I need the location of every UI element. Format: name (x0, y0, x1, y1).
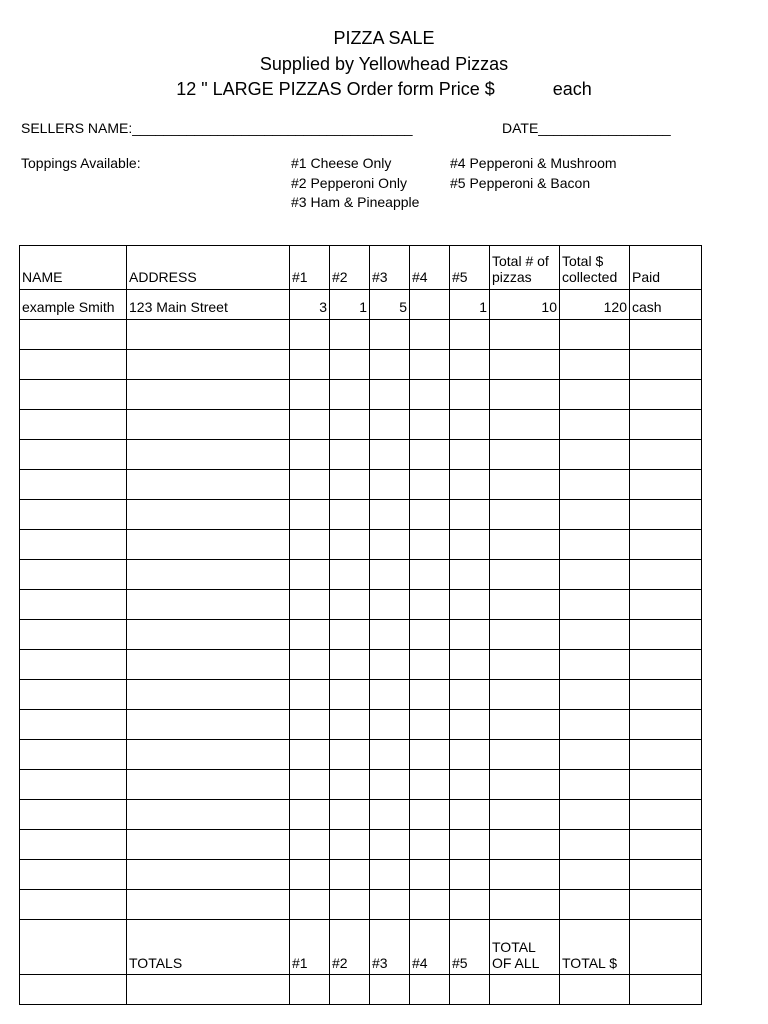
table-cell[interactable] (20, 830, 127, 860)
table-cell[interactable] (450, 830, 490, 860)
table-cell[interactable] (370, 590, 410, 620)
table-row (20, 620, 702, 650)
table-cell[interactable] (370, 380, 410, 410)
table-cell[interactable] (560, 800, 630, 830)
table-cell[interactable] (410, 560, 450, 590)
topping-item: #5 Pepperoni & Bacon (450, 174, 591, 191)
toppings-list-1 (291, 154, 419, 213)
table-cell[interactable] (450, 890, 490, 920)
table-cell[interactable] (290, 380, 330, 410)
table-cell[interactable] (127, 530, 290, 560)
table-cell[interactable] (490, 890, 560, 920)
table-cell[interactable] (290, 350, 330, 380)
table-cell[interactable] (330, 560, 370, 590)
table-cell[interactable] (330, 860, 370, 890)
table-cell[interactable] (560, 740, 630, 770)
table-cell: 10 (490, 290, 560, 320)
table-cell[interactable] (20, 440, 127, 470)
table-cell: #4 (410, 246, 450, 290)
table-cell[interactable] (127, 350, 290, 380)
table-cell[interactable] (127, 470, 290, 500)
table-cell[interactable] (20, 380, 127, 410)
table-cell[interactable] (290, 830, 330, 860)
table-cell[interactable] (490, 620, 560, 650)
table-cell[interactable] (370, 740, 410, 770)
table-cell[interactable] (630, 860, 702, 890)
table-cell[interactable] (370, 890, 410, 920)
table-cell[interactable] (20, 710, 127, 740)
topping-item: #4 Pepperoni & Mushroom (450, 155, 617, 171)
table-row (20, 530, 702, 560)
table-cell: NAME (20, 246, 127, 290)
table-cell[interactable] (410, 650, 450, 680)
table-cell[interactable] (127, 590, 290, 620)
table-cell[interactable] (20, 650, 127, 680)
table-cell[interactable] (370, 440, 410, 470)
table-cell[interactable] (127, 500, 290, 530)
table-cell[interactable] (330, 800, 370, 830)
table-cell[interactable] (290, 320, 330, 350)
order-form-line (0, 78, 768, 100)
totals-row (20, 920, 702, 975)
table-row (20, 560, 702, 590)
table-cell[interactable] (560, 350, 630, 380)
table-cell[interactable] (290, 440, 330, 470)
toppings-list-2 (450, 154, 617, 193)
table-cell[interactable] (490, 975, 560, 1005)
table-cell[interactable] (330, 975, 370, 1005)
table-cell: #5 (450, 246, 490, 290)
table-cell[interactable] (560, 560, 630, 590)
table-cell: 5 (370, 290, 410, 320)
table-cell[interactable] (490, 560, 560, 590)
table-cell[interactable] (290, 975, 330, 1005)
table-cell[interactable] (410, 440, 450, 470)
table-row (20, 680, 702, 710)
table-cell[interactable] (630, 770, 702, 800)
table-cell[interactable] (20, 500, 127, 530)
table-cell[interactable] (490, 500, 560, 530)
table-cell: TOTAL OF ALL (490, 920, 560, 975)
table-cell[interactable] (370, 350, 410, 380)
table-cell[interactable] (490, 470, 560, 500)
table-cell[interactable] (630, 380, 702, 410)
table-cell[interactable] (290, 860, 330, 890)
table-cell[interactable] (410, 530, 450, 560)
table-cell[interactable] (20, 975, 127, 1005)
table-cell[interactable] (330, 320, 370, 350)
table-cell[interactable] (290, 620, 330, 650)
table-cell: #1 (290, 246, 330, 290)
table-cell: TOTAL $ (560, 920, 630, 975)
table-row (20, 320, 702, 350)
table-cell[interactable] (560, 320, 630, 350)
table-row (20, 380, 702, 410)
table-cell[interactable] (127, 440, 290, 470)
table-cell[interactable] (560, 440, 630, 470)
table-cell[interactable] (20, 890, 127, 920)
table-cell[interactable] (450, 860, 490, 890)
table-cell[interactable] (410, 380, 450, 410)
table-cell[interactable] (410, 860, 450, 890)
table-cell[interactable] (630, 830, 702, 860)
table-row (20, 500, 702, 530)
table-cell[interactable] (20, 770, 127, 800)
table-cell (410, 290, 450, 320)
table-cell[interactable] (330, 470, 370, 500)
table-cell[interactable] (560, 620, 630, 650)
topping-item: #2 Pepperoni Only (291, 174, 407, 191)
table-cell[interactable] (450, 440, 490, 470)
table-cell[interactable] (560, 650, 630, 680)
table-cell[interactable] (20, 800, 127, 830)
table-cell[interactable] (290, 650, 330, 680)
form-title: PIZZA SALE (333, 28, 435, 48)
table-cell[interactable] (630, 800, 702, 830)
table-cell[interactable] (490, 830, 560, 860)
order-form-each-label: each (552, 79, 592, 99)
table-cell[interactable] (630, 620, 702, 650)
table-row (20, 830, 702, 860)
table-cell[interactable] (20, 320, 127, 350)
table-cell[interactable] (560, 380, 630, 410)
table-row (20, 470, 702, 500)
table-cell[interactable] (370, 560, 410, 590)
table-cell[interactable] (370, 620, 410, 650)
table-cell[interactable] (560, 410, 630, 440)
table-cell[interactable] (20, 410, 127, 440)
table-row (20, 740, 702, 770)
table-cell[interactable] (410, 500, 450, 530)
table-cell[interactable] (560, 470, 630, 500)
table-cell[interactable] (630, 680, 702, 710)
table-cell[interactable] (630, 500, 702, 530)
table-cell[interactable] (410, 350, 450, 380)
table-cell[interactable] (370, 500, 410, 530)
table-cell[interactable] (630, 650, 702, 680)
table-cell[interactable] (630, 975, 702, 1005)
table-cell[interactable] (630, 740, 702, 770)
table-cell[interactable] (127, 975, 290, 1005)
table-cell[interactable] (630, 410, 702, 440)
table-cell[interactable] (450, 530, 490, 560)
table-cell: cash (630, 290, 702, 320)
table-row (20, 890, 702, 920)
table-cell[interactable] (410, 710, 450, 740)
table-cell[interactable] (290, 710, 330, 740)
table-cell[interactable] (330, 590, 370, 620)
table-cell[interactable] (290, 770, 330, 800)
table-cell[interactable] (330, 650, 370, 680)
table-cell[interactable] (410, 740, 450, 770)
table-cell[interactable] (410, 620, 450, 650)
table-cell[interactable] (630, 890, 702, 920)
table-cell[interactable] (330, 530, 370, 560)
table-cell[interactable] (490, 740, 560, 770)
table-cell: 123 Main Street (127, 290, 290, 320)
table-cell: Paid (630, 246, 702, 290)
table-cell[interactable] (560, 530, 630, 560)
table-cell[interactable] (450, 650, 490, 680)
table-cell: #1 (290, 920, 330, 975)
table-cell[interactable] (450, 560, 490, 590)
table-cell[interactable] (450, 410, 490, 440)
table-cell[interactable] (330, 740, 370, 770)
table-cell[interactable] (450, 380, 490, 410)
table-cell[interactable] (450, 680, 490, 710)
table-cell[interactable] (450, 500, 490, 530)
table-cell[interactable] (330, 680, 370, 710)
table-cell[interactable] (630, 470, 702, 500)
table-cell[interactable] (410, 800, 450, 830)
table-cell[interactable] (290, 500, 330, 530)
table-cell[interactable] (560, 890, 630, 920)
table-cell[interactable] (370, 680, 410, 710)
table-cell[interactable] (330, 380, 370, 410)
table-cell[interactable] (370, 770, 410, 800)
table-cell[interactable] (490, 320, 560, 350)
table-cell[interactable] (290, 740, 330, 770)
table-cell[interactable] (127, 800, 290, 830)
table-cell[interactable] (450, 770, 490, 800)
table-header-row (20, 246, 702, 290)
table-cell: Total $ collected (560, 246, 630, 290)
table-cell: 1 (330, 290, 370, 320)
table-cell[interactable] (410, 320, 450, 350)
table-cell[interactable] (127, 680, 290, 710)
table-cell[interactable] (20, 740, 127, 770)
date-field[interactable]: DATE_________________ (502, 120, 671, 136)
table-cell[interactable] (410, 470, 450, 500)
table-row (20, 590, 702, 620)
table-cell[interactable] (450, 620, 490, 650)
table-cell[interactable] (490, 590, 560, 620)
table-row (20, 410, 702, 440)
table-cell[interactable] (370, 710, 410, 740)
sellers-name-field[interactable]: SELLERS NAME:____________________________________ (21, 120, 413, 136)
table-cell[interactable] (450, 350, 490, 380)
table-cell[interactable] (490, 710, 560, 740)
table-cell: #4 (410, 920, 450, 975)
table-row-example (20, 290, 702, 320)
table-cell[interactable] (630, 560, 702, 590)
table-row (20, 770, 702, 800)
table-cell[interactable] (20, 620, 127, 650)
table-cell: 120 (560, 290, 630, 320)
table-row (20, 710, 702, 740)
table-cell[interactable] (450, 975, 490, 1005)
table-cell[interactable] (127, 860, 290, 890)
table-cell[interactable] (410, 410, 450, 440)
table-cell[interactable] (290, 530, 330, 560)
table-cell[interactable] (560, 975, 630, 1005)
table-cell[interactable] (20, 590, 127, 620)
table-cell[interactable] (127, 830, 290, 860)
table-cell[interactable] (330, 440, 370, 470)
table-cell[interactable] (630, 710, 702, 740)
table-cell[interactable] (330, 710, 370, 740)
table-cell[interactable] (450, 800, 490, 830)
table-cell[interactable] (127, 620, 290, 650)
table-cell[interactable] (630, 350, 702, 380)
table-row (20, 800, 702, 830)
table-cell[interactable] (490, 650, 560, 680)
table-cell[interactable] (490, 380, 560, 410)
table-cell[interactable] (490, 350, 560, 380)
table-cell[interactable] (370, 650, 410, 680)
table-cell[interactable] (560, 590, 630, 620)
table-cell: Total # of pizzas (490, 246, 560, 290)
table-cell: #3 (370, 246, 410, 290)
table-cell[interactable] (127, 740, 290, 770)
table-cell[interactable] (127, 410, 290, 440)
table-cell[interactable] (490, 800, 560, 830)
table-cell[interactable] (290, 800, 330, 830)
table-cell[interactable] (20, 680, 127, 710)
table-cell[interactable] (560, 860, 630, 890)
table-cell[interactable] (127, 890, 290, 920)
table-cell[interactable] (20, 560, 127, 590)
table-cell[interactable] (410, 590, 450, 620)
table-cell: example Smith (20, 290, 127, 320)
table-cell[interactable] (560, 770, 630, 800)
table-cell[interactable] (490, 440, 560, 470)
table-cell[interactable] (290, 560, 330, 590)
table-cell[interactable] (290, 410, 330, 440)
table-cell: #3 (370, 920, 410, 975)
table-cell: #2 (330, 920, 370, 975)
table-cell[interactable] (490, 410, 560, 440)
table-cell[interactable] (630, 440, 702, 470)
table-cell: ADDRESS (127, 246, 290, 290)
table-cell[interactable] (290, 470, 330, 500)
table-cell[interactable] (630, 530, 702, 560)
toppings-label: Toppings Available: (21, 155, 141, 171)
table-cell[interactable] (127, 320, 290, 350)
table-cell[interactable] (490, 860, 560, 890)
table-cell[interactable] (370, 530, 410, 560)
table-row (20, 975, 702, 1005)
table-cell[interactable] (370, 975, 410, 1005)
table-cell[interactable] (370, 320, 410, 350)
table-cell[interactable] (630, 320, 702, 350)
table-cell[interactable] (127, 560, 290, 590)
table-cell[interactable] (410, 680, 450, 710)
table-cell[interactable] (330, 830, 370, 860)
table-cell[interactable] (330, 350, 370, 380)
table-row (20, 650, 702, 680)
table-cell[interactable] (330, 410, 370, 440)
table-cell[interactable] (490, 530, 560, 560)
table-row (20, 440, 702, 470)
table-cell (20, 920, 127, 975)
table-cell[interactable] (20, 530, 127, 560)
table-cell[interactable] (410, 770, 450, 800)
table-cell[interactable] (560, 680, 630, 710)
table-cell[interactable] (370, 800, 410, 830)
table-cell[interactable] (370, 830, 410, 860)
table-cell[interactable] (450, 740, 490, 770)
table-cell[interactable] (490, 770, 560, 800)
table-cell: #5 (450, 920, 490, 975)
table-cell[interactable] (560, 710, 630, 740)
table-cell[interactable] (560, 830, 630, 860)
table-cell: TOTALS (127, 920, 290, 975)
table-cell: #2 (330, 246, 370, 290)
table-cell[interactable] (330, 770, 370, 800)
table-cell[interactable] (410, 890, 450, 920)
table-cell[interactable] (330, 500, 370, 530)
table-cell[interactable] (450, 590, 490, 620)
table-cell[interactable] (20, 350, 127, 380)
table-cell[interactable] (450, 470, 490, 500)
table-cell[interactable] (20, 860, 127, 890)
table-cell[interactable] (410, 975, 450, 1005)
table-cell (630, 920, 702, 975)
table-cell[interactable] (127, 380, 290, 410)
table-cell[interactable] (370, 410, 410, 440)
table-cell[interactable] (630, 590, 702, 620)
order-form-price-label: 12 " LARGE PIZZAS Order form Price $ (176, 79, 495, 99)
table-cell[interactable] (290, 590, 330, 620)
table-cell[interactable] (370, 470, 410, 500)
topping-item: #3 Ham & Pineapple (291, 194, 420, 210)
table-cell: 1 (450, 290, 490, 320)
table-cell[interactable] (450, 320, 490, 350)
table-cell[interactable] (330, 890, 370, 920)
table-cell[interactable] (410, 830, 450, 860)
table-cell[interactable] (290, 680, 330, 710)
table-cell[interactable] (370, 860, 410, 890)
supplier-line: Supplied by Yellowhead Pizzas (259, 54, 509, 74)
table-cell: 3 (290, 290, 330, 320)
table-cell[interactable] (490, 680, 560, 710)
topping-item: #1 Cheese Only (291, 155, 392, 171)
table-cell[interactable] (127, 770, 290, 800)
table-row (20, 350, 702, 380)
table-cell[interactable] (127, 710, 290, 740)
table-cell[interactable] (127, 650, 290, 680)
table-row (20, 860, 702, 890)
table-cell[interactable] (330, 620, 370, 650)
table-cell[interactable] (290, 890, 330, 920)
order-table (19, 245, 702, 1005)
table-cell[interactable] (560, 500, 630, 530)
table-cell[interactable] (450, 710, 490, 740)
table-cell[interactable] (20, 470, 127, 500)
